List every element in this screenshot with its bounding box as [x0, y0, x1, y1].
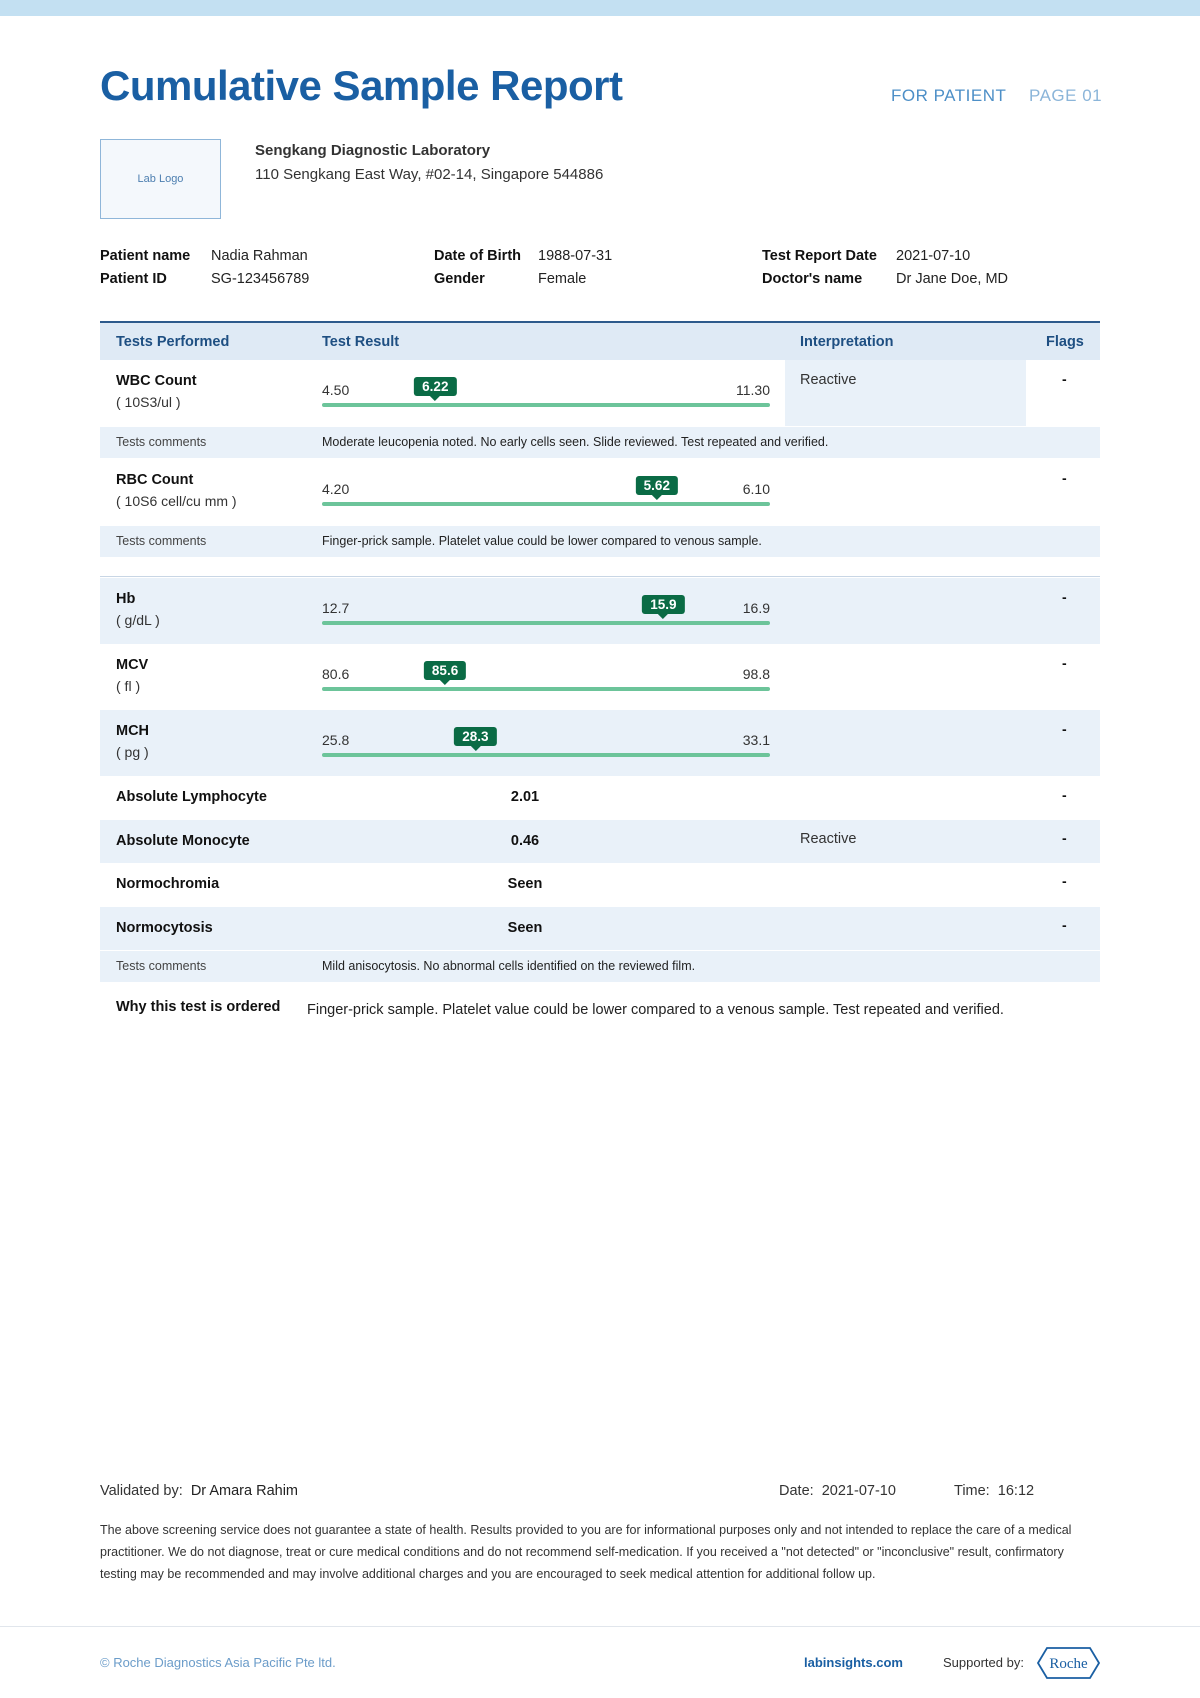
table-header-row — [100, 323, 1100, 360]
dob-label: Date of Birth — [434, 248, 521, 264]
interpretation-highlight — [785, 360, 1026, 426]
doctor-value: Dr Jane Doe, MD — [896, 271, 1009, 287]
result-marker: 5.62 — [636, 476, 678, 495]
table-row — [100, 863, 1100, 907]
date-value: 2021-07-10 — [821, 1483, 896, 1499]
result-marker: 28.3 — [454, 727, 496, 746]
table-row — [100, 907, 1100, 950]
gender-value: Female — [538, 271, 587, 287]
flag: - — [1062, 470, 1067, 486]
lab-address: 110 Sengkang East Way, #02-14, Singapore 544886 — [255, 166, 604, 183]
result-marker: 15.9 — [642, 595, 684, 614]
comment-label: Tests comments — [116, 435, 207, 449]
test-name: Absolute Lymphocyte — [116, 789, 267, 805]
flag: - — [1062, 655, 1067, 671]
date-label: Date: — [779, 1483, 814, 1499]
range-high: 6.10 — [742, 481, 770, 497]
validation-time — [954, 1483, 1034, 1499]
test-name: Absolute Monocyte — [116, 833, 250, 849]
why-ordered-label: Why this test is ordered — [116, 999, 281, 1015]
range-high: 11.30 — [736, 382, 770, 398]
interpretation: Reactive — [800, 372, 857, 388]
header-test-result: Test Result — [322, 334, 400, 350]
disclaimer-text: The above screening service does not guarantee a state of health. Results provided to you are for informational purposes only and not intended to replace the care of a medical practitioner. We do not diagnose, treat or cure medical conditions and do not recommend self-medication. If you received a "not detected" or "inconclusive" result, confirmatory testing may be recommended and may involve additional charges and you are encouraged to seek medical attention for additional follow up. — [100, 1523, 1072, 1581]
comment-text: Finger-prick sample. Platelet value could be lower compared to venous sample. — [322, 534, 762, 548]
patient-id: SG-123456789 — [211, 271, 310, 287]
flag: - — [1062, 787, 1067, 803]
test-value: Seen — [507, 920, 543, 936]
range-bar — [322, 687, 770, 691]
dob-value: 1988-07-31 — [538, 248, 613, 264]
table-row — [100, 360, 1100, 426]
doctor-label: Doctor's name — [762, 271, 863, 287]
report-date-value: 2021-07-10 — [896, 248, 971, 264]
range-low: 12.7 — [322, 600, 350, 616]
flag: - — [1062, 371, 1067, 387]
test-value: 2.01 — [510, 789, 540, 805]
comment-row — [100, 427, 1100, 458]
time-label: Time: — [954, 1483, 990, 1499]
table-row — [100, 820, 1100, 863]
lab-logo-placeholder: Lab Logo — [100, 139, 221, 219]
audience-label: FOR PATIENT — [891, 86, 1007, 105]
range-low: 25.8 — [322, 732, 350, 748]
flag: - — [1062, 917, 1067, 933]
header-interpretation: Interpretation — [800, 334, 894, 350]
copyright-text: © Roche Diagnostics Asia Pacific Pte ltd. — [100, 1655, 336, 1670]
test-unit: ( fl ) — [116, 678, 141, 694]
lab-name: Sengkang Diagnostic Laboratory — [255, 142, 491, 159]
range-high: 33.1 — [742, 732, 770, 748]
test-name: WBC Count — [116, 373, 197, 389]
roche-logo-text: Roche — [1049, 1656, 1088, 1672]
test-unit: ( 10S3/ul ) — [116, 394, 181, 410]
table-row — [100, 644, 1100, 710]
test-name: Normochromia — [116, 876, 220, 892]
table-row — [100, 578, 1100, 644]
report-title: Cumulative Sample Report — [100, 62, 623, 109]
range-high: 16.9 — [742, 600, 770, 616]
comment-text: Moderate leucopenia noted. No early cells seen. Slide reviewed. Test repeated and verified. — [322, 435, 829, 449]
section-divider — [100, 576, 1100, 577]
patient-name: Nadia Rahman — [211, 248, 308, 264]
time-value: 16:12 — [997, 1483, 1035, 1499]
why-ordered-text: Finger-prick sample. Platelet value could be lower compared to a venous sample. Test repeated and verified. — [307, 1002, 1004, 1018]
result-marker: 6.22 — [414, 377, 456, 396]
comment-text: Mild anisocytosis. No abnormal cells identified on the reviewed film. — [322, 959, 696, 973]
flag: - — [1062, 873, 1067, 889]
table-row — [100, 776, 1100, 820]
comment-label: Tests comments — [116, 959, 207, 973]
report-date-label: Test Report Date — [762, 248, 877, 264]
test-name: MCV — [116, 657, 149, 673]
test-unit: ( g/dL ) — [116, 612, 160, 628]
flag: - — [1062, 589, 1067, 605]
flag: - — [1062, 721, 1067, 737]
interpretation: Reactive — [800, 831, 857, 847]
comment-row — [100, 951, 1100, 982]
range-bar — [322, 403, 770, 407]
header-tests-performed: Tests Performed — [116, 334, 230, 350]
table-row — [100, 459, 1100, 525]
top-accent-bar — [0, 0, 1200, 16]
result-marker: 85.6 — [424, 661, 466, 680]
comment-label: Tests comments — [116, 534, 207, 548]
gender-label: Gender — [434, 271, 485, 287]
test-value: Seen — [507, 876, 543, 892]
range-low: 80.6 — [322, 666, 350, 682]
test-name: MCH — [116, 723, 150, 739]
validator-name: Dr Amara Rahim — [190, 1483, 298, 1499]
page-number: PAGE 01 — [1029, 86, 1103, 105]
range-bar — [322, 502, 770, 506]
roche-logo-icon — [1037, 1646, 1100, 1680]
test-name: RBC Count — [116, 472, 194, 488]
range-high: 98.8 — [742, 666, 770, 682]
test-name: Hb — [116, 591, 136, 607]
range-low: 4.20 — [322, 481, 350, 497]
patient-name-label: Patient name — [100, 248, 191, 264]
supported-by-label: Supported by: — [943, 1655, 1024, 1670]
flag: - — [1062, 830, 1067, 846]
range-bar — [322, 621, 770, 625]
validated-by — [100, 1483, 298, 1499]
comment-row — [100, 526, 1100, 557]
patient-id-label: Patient ID — [100, 271, 167, 287]
website-link[interactable]: labinsights.com — [804, 1655, 903, 1670]
test-name: Normocytosis — [116, 920, 213, 936]
test-value: 0.46 — [510, 833, 540, 849]
validation-date — [779, 1483, 896, 1499]
range-bar — [322, 753, 770, 757]
test-unit: ( pg ) — [116, 744, 149, 760]
validated-label: Validated by: — [100, 1483, 183, 1499]
table-row — [100, 710, 1100, 776]
test-unit: ( 10S6 cell/cu mm ) — [116, 493, 237, 509]
range-low: 4.50 — [322, 382, 350, 398]
header-flags: Flags — [1046, 334, 1084, 350]
footer-divider — [0, 1626, 1200, 1627]
